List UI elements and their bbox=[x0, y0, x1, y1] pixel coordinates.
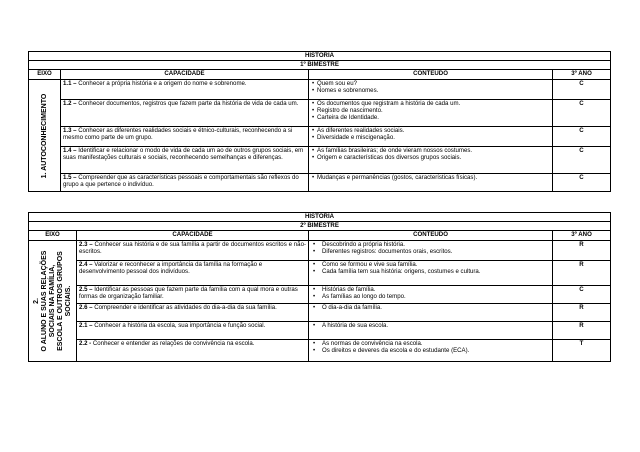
list-item: • Nomes e sobrenomes. bbox=[317, 87, 550, 94]
subject-title: HISTÓRIA bbox=[29, 52, 611, 61]
capacity-cell: 1.2 – Conhecer documentos, registros que fazem parte da história de vida de cada um. bbox=[61, 100, 309, 127]
capacity-cell: 1.5 – Compreender que as características pessoais e comportamentais são reflexos do grupo a que pertence o indivíduo. bbox=[61, 174, 309, 192]
content-cell bbox=[309, 304, 553, 322]
list-item: • As famílias brasileiras; de onde vieram nossos costumes. bbox=[317, 147, 550, 154]
axis-cell bbox=[29, 80, 61, 192]
axis-label: 1. AUTOCONHECIMENTO bbox=[40, 93, 48, 178]
grade-cell: C bbox=[553, 147, 611, 174]
capacity-cell: 1.3 – Conhecer as diferentes realidades sociais e étnico-culturais, reconhecendo a si mesmo como parte de um grupo. bbox=[61, 127, 309, 147]
grade-cell: T bbox=[553, 340, 611, 362]
content-cell bbox=[309, 241, 553, 261]
axis-cell bbox=[29, 241, 77, 362]
column-header-eixo: EIXO bbox=[29, 231, 77, 241]
content-cell bbox=[309, 322, 553, 340]
table-row bbox=[29, 322, 611, 340]
list-item: • Como se formou e vive sua família. bbox=[322, 261, 550, 268]
capacity-cell: 2.5 – Identificar as pessoas que fazem parte da família com a qual mora e outras formas de organização familiar. bbox=[77, 286, 309, 304]
list-item: • Registro de nascimento. bbox=[317, 107, 550, 114]
axis-label: 2. O ALUNO E SUAS RELAÇÕES SOCIAIS NA FAMÍLIA, ESCOLA E OUTROS GRUPOS SOCIAIS. bbox=[32, 250, 72, 352]
content-cell bbox=[309, 100, 553, 127]
list-item: • Cada família tem sua história: origens, costumes e cultura. bbox=[322, 268, 550, 275]
column-header-capacidade: CAPACIDADE bbox=[77, 231, 309, 241]
bimester-title: 2º BIMESTRE bbox=[29, 222, 611, 231]
table-row bbox=[29, 286, 611, 304]
list-item: • Descobrindo a própria história. bbox=[322, 241, 550, 248]
capacity-cell: 2.6 – Compreender e identificar as atividades do dia-a-dia da sua família. bbox=[77, 304, 309, 322]
grade-cell: C bbox=[553, 80, 611, 100]
list-item: • Mudanças e permanências (gostos, características físicas). bbox=[317, 174, 550, 181]
capacity-cell: 2.2 - Conhecer e entender as relações de convivência na escola. bbox=[77, 340, 309, 362]
list-item: • Diversidade e miscigenação. bbox=[317, 134, 550, 141]
grade-cell: R bbox=[553, 241, 611, 261]
list-item: • Os documentos que registram a história de cada um. bbox=[317, 100, 550, 107]
list-item: • Origem e características dos diversos grupos sociais. bbox=[317, 154, 550, 161]
list-item: • Carteira de Identidade. bbox=[317, 114, 550, 121]
grade-cell: R bbox=[553, 304, 611, 322]
list-item: • As normas de convivência na escola. bbox=[322, 340, 550, 347]
table-row bbox=[29, 261, 611, 286]
table-row bbox=[29, 80, 611, 100]
table-row bbox=[29, 174, 611, 192]
subject-title: HISTÓRIA bbox=[29, 213, 611, 222]
column-header-eixo: EIXO bbox=[29, 70, 61, 80]
column-header-capacidade: CAPACIDADE bbox=[61, 70, 309, 80]
column-header-conteudo: CONTEÚDO bbox=[309, 70, 553, 80]
table-row bbox=[29, 241, 611, 261]
grade-cell: R bbox=[553, 261, 611, 286]
history-table-second-bimester bbox=[28, 212, 611, 362]
capacity-cell: 1.4 – Identificar e relacionar o modo de vida de cada um ao de outros grupos sociais, em suas manifestações culturais e sociais, reconhecendo semelhanças e diferenças. bbox=[61, 147, 309, 174]
content-cell bbox=[309, 147, 553, 174]
grade-cell: C bbox=[553, 174, 611, 192]
capacity-cell: 1.1 – Conhecer a própria história e a origem do nome e sobrenome. bbox=[61, 80, 309, 100]
table-row bbox=[29, 127, 611, 147]
list-item: • Diferentes registros: documentos orais, escritos. bbox=[322, 248, 550, 255]
history-table-first-bimester bbox=[28, 51, 611, 192]
grade-cell: C bbox=[553, 286, 611, 304]
table-row bbox=[29, 340, 611, 362]
table-row bbox=[29, 147, 611, 174]
content-cell bbox=[309, 80, 553, 100]
list-item: • Quem sou eu? bbox=[317, 80, 550, 87]
capacity-cell: 2.1 – Conhecer a história da escola, sua importância e função social. bbox=[77, 322, 309, 340]
content-cell bbox=[309, 261, 553, 286]
grade-cell: C bbox=[553, 100, 611, 127]
table-row bbox=[29, 304, 611, 322]
list-item: • A história de sua escola. bbox=[322, 322, 550, 329]
grade-cell: C bbox=[553, 127, 611, 147]
capacity-cell: 2.3 – Conhecer sua história e de sua família a partir de documentos escritos e não-escritos. bbox=[77, 241, 309, 261]
list-item: • Histórias de família. bbox=[322, 286, 550, 293]
grade-cell: R bbox=[553, 322, 611, 340]
bimester-title: 1º BIMESTRE bbox=[29, 61, 611, 70]
column-header-ano: 3º ANO bbox=[553, 70, 611, 80]
table-row bbox=[29, 100, 611, 127]
content-cell bbox=[309, 286, 553, 304]
content-cell bbox=[309, 127, 553, 147]
column-header-conteudo: CONTEÚDO bbox=[309, 231, 553, 241]
list-item: • As diferentes realidades sociais. bbox=[317, 127, 550, 134]
list-item: • Os direitos e deveres da escola e do estudante (ECA). bbox=[322, 347, 550, 354]
column-header-ano: 3º ANO bbox=[553, 231, 611, 241]
capacity-cell: 2.4 – Valorizar e reconhecer a importância da família na formação e desenvolvimento pessoal dos indivíduos. bbox=[77, 261, 309, 286]
list-item: • As famílias ao longo do tempo. bbox=[322, 293, 550, 300]
list-item: • O dia-a-dia da família. bbox=[322, 304, 550, 311]
content-cell bbox=[309, 340, 553, 362]
content-cell bbox=[309, 174, 553, 192]
